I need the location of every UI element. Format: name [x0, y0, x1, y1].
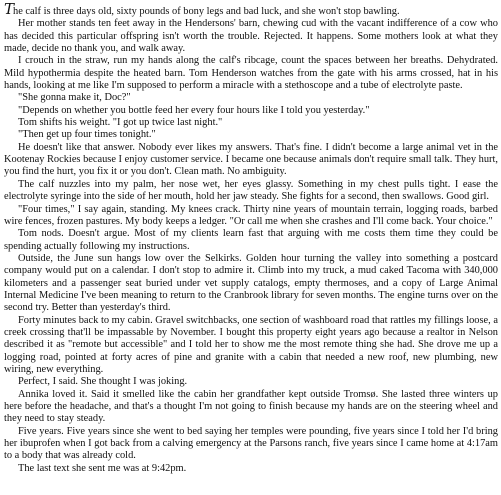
- paragraph: Five years. Five years since she went to bed saying her temples were pounding, five years since I told her I'd bring her ibuprofen when I got back from a calving emergency at the Parsons ranch, five years since I came home at 4:17am to a body that was already cold.: [4, 425, 498, 462]
- dialogue-line: Tom shifts his weight. "I got up twice last night.": [18, 117, 223, 129]
- dialogue-line: "Then get up four times tonight.": [18, 129, 156, 141]
- dialogue-line: "She gonna make it, Doc?": [18, 92, 131, 104]
- opening-paragraph: [4, 0, 498, 18]
- paragraph: Forty minutes back to my cabin. Gravel switchbacks, one section of washboard road that rattles my fillings loose, a creek crossing that'll be impassable by November. I bought this property eight years ago because a realtor in Nelson described it as "remote but accessible" and I told her to show me the most remote thing she had. She drove me up a logging road, pointed at forty acres of pine and granite with a cabin that needed a new roof, new plumbing, new wiring, new everything.: [4, 314, 498, 375]
- paragraph: "Four times," I say again, standing. My knees crack. Thirty nine years of mountain terrain, logging roads, barbed wire fences, frozen pastures. My body keeps a ledger. "Or call me when she crashes and I'll come back. Your choice.": [4, 203, 498, 227]
- paragraph: Perfect, I said. She thought I was joking.: [18, 376, 188, 388]
- paragraph: He doesn't like that answer. Nobody ever likes my answers. That's fine. I didn't become a large animal vet in the Kootenay Rockies because I enjoy customer service. I became one because animals don't require small talk. They hurt, you find the hurt, you fix it or you don't. Clean math. No ambiguity.: [4, 141, 498, 178]
- opening-paragraph-text: he calf is three days old, sixty pounds of bony legs and bad luck, and she won't stop bawling.: [13, 6, 400, 17]
- paragraph: I crouch in the straw, run my hands along the calf's ribcage, count the spaces between her breaths. Dehydrated. Mild hypothermia despite the heated barn. Tom Henderson watches from the gate with his arms crossed, hat in his hands, looking at me like I'm supposed to perform a miracle with a stethoscope and a tube of electrolyte paste.: [4, 55, 498, 92]
- paragraph: Tom nods. Doesn't argue. Most of my clients learn fast that arguing with me costs them time they could be spending actually following my instructions.: [4, 228, 498, 252]
- paragraph: Annika loved it. Said it smelled like the cabin her grandfather kept outside Tromsø. She lasted three winters up here before the headache, and that's a thought I'm not going to finish because my hands are on the steering wheel and they need to stay steady.: [4, 388, 498, 425]
- paragraph: Outside, the June sun hangs low over the Selkirks. Golden hour turning the valley into something a postcard company would put on a calendar. I don't stop to admire it. Climb into my truck, a mud caked Tacoma with 340,000 kilometers and a passenger seat buried under vet supply catalogs, empty thermoses, and a copy of Large Animal Internal Medicine I've been meaning to return to the Cranbrook library for seven months. The engine turns over on the second try. Better than yesterday's third.: [4, 252, 498, 314]
- closing-paragraph: The last text she sent me was at 9:42pm.: [18, 462, 187, 474]
- dialogue-line: "Depends on whether you bottle feed her every four hours like I told you yesterday.": [18, 104, 370, 116]
- paragraph: The calf nuzzles into my palm, her nose wet, her eyes glassy. Something in my chest pulls tight. I ease the electrolyte syringe into the side of her mouth, hold her jaw steady. She fights for a second, then swallows. Good girl.: [4, 178, 498, 203]
- paragraph: Her mother stands ten feet away in the Hendersons' barn, chewing cud with the vacant indifference of a cow who has decided this particular offspring isn't worth the trouble. Rejected. It happens. Some mothers look at what they made, decide no thank you, and walk away.: [4, 18, 498, 55]
- drop-cap-letter: T: [4, 0, 14, 18]
